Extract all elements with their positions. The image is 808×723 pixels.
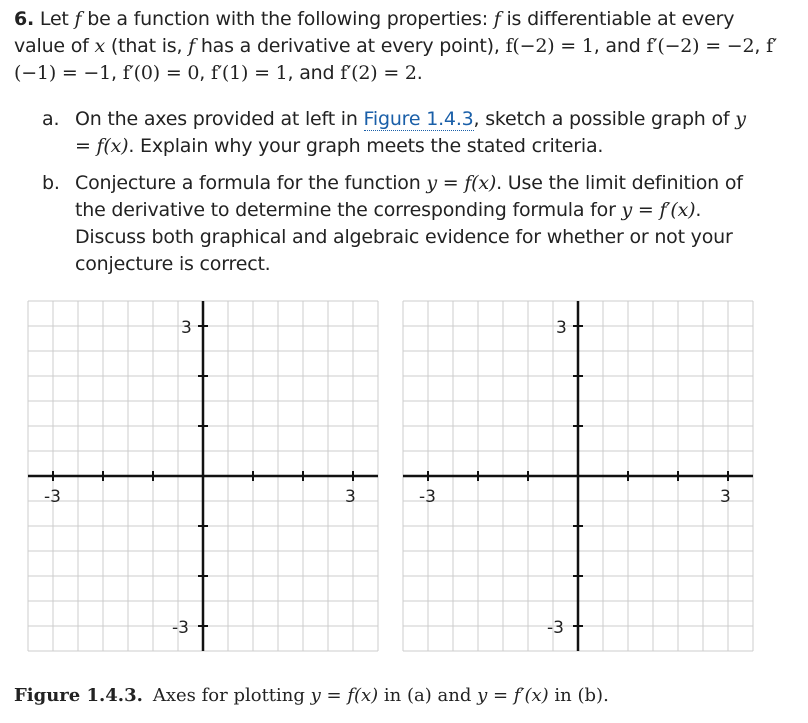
graph-right-y-max-label: 3: [556, 318, 567, 338]
task-text: . Explain why your graph meets the stated criteria.: [128, 135, 604, 157]
caption-text: Axes for plotting: [152, 685, 311, 706]
math-f: f: [188, 35, 195, 57]
problem-statement: [14, 6, 784, 87]
condition-fprime-1: f′(1) = 1: [210, 62, 288, 84]
problem-text: Let: [39, 8, 75, 30]
figure-caption: [14, 683, 794, 709]
task-body: [75, 170, 765, 278]
graph-left-y-min-label: -3: [172, 618, 189, 638]
condition-f-neg2: f(−2) = 1: [505, 35, 594, 57]
graph-right-axes[interactable]: [401, 299, 755, 652]
task-text: . Discuss both graphical and algebraic evidence for whether or not your conjecture is correct.: [75, 199, 733, 275]
problem-text: ,: [199, 62, 211, 84]
problem-text: ,: [754, 35, 767, 57]
graph-left-axes[interactable]: [26, 299, 380, 652]
graph-right-x-max-label: 3: [720, 487, 731, 507]
condition-fprime-2: f′(2) = 2: [340, 62, 417, 84]
task-text: On the axes provided at left in: [75, 108, 364, 130]
graph-left-svg: [26, 299, 380, 652]
graph-right-x-min-label: -3: [419, 487, 436, 507]
task-text: Conjecture a formula for the function: [75, 172, 427, 194]
problem-text: (that is,: [105, 35, 189, 57]
math-x: x: [94, 35, 106, 57]
task-body: [75, 106, 765, 160]
problem-text: .: [416, 62, 423, 84]
math-f: f: [493, 8, 501, 30]
math-expression: y = f(x): [426, 172, 497, 194]
math-expression: y = f′(x): [477, 685, 549, 706]
graph-left-x-max-label: 3: [345, 487, 356, 507]
task-label: a.: [42, 108, 60, 130]
problem-text: is differentiable at every value of: [14, 8, 735, 57]
task-text: . Use the limit definition of the derivative to determine the corresponding formula for: [75, 172, 743, 221]
condition-fprime-neg1: f′(−1) = −1: [14, 35, 778, 84]
math-f: f: [74, 8, 82, 30]
graph-left-x-min-label: -3: [44, 487, 61, 507]
graph-left-y-max-label: 3: [181, 318, 192, 338]
task-text: , sketch a possible graph of: [473, 108, 736, 130]
problem-text: , and: [287, 62, 341, 84]
math-expression: y = f′(x): [621, 199, 696, 221]
math-expression: y = f(x): [310, 685, 379, 706]
condition-fprime-0: f′(0) = 0: [122, 62, 200, 84]
problem-text: ,: [111, 62, 123, 84]
caption-text: in (b).: [548, 685, 609, 706]
figure-link[interactable]: Figure 1.4.3: [363, 108, 474, 130]
math-expression: y = f(x): [75, 108, 746, 157]
caption-label: Figure 1.4.3.: [14, 685, 143, 706]
condition-fprime-neg2: f′(−2) = −2: [646, 35, 755, 57]
problem-text: be a function with the following properties:: [81, 8, 494, 30]
graph-right-svg: [401, 299, 755, 652]
problem-number: 6.: [14, 8, 35, 30]
graph-right-y-min-label: -3: [547, 618, 564, 638]
problem-text: has a derivative at every point),: [195, 35, 506, 57]
caption-text: in (a) and: [378, 685, 478, 706]
problem-text: , and: [593, 35, 647, 57]
graph-right-axes-lines: [403, 301, 753, 651]
task-label: b.: [42, 172, 60, 194]
graph-left-axes-lines: [28, 301, 378, 651]
